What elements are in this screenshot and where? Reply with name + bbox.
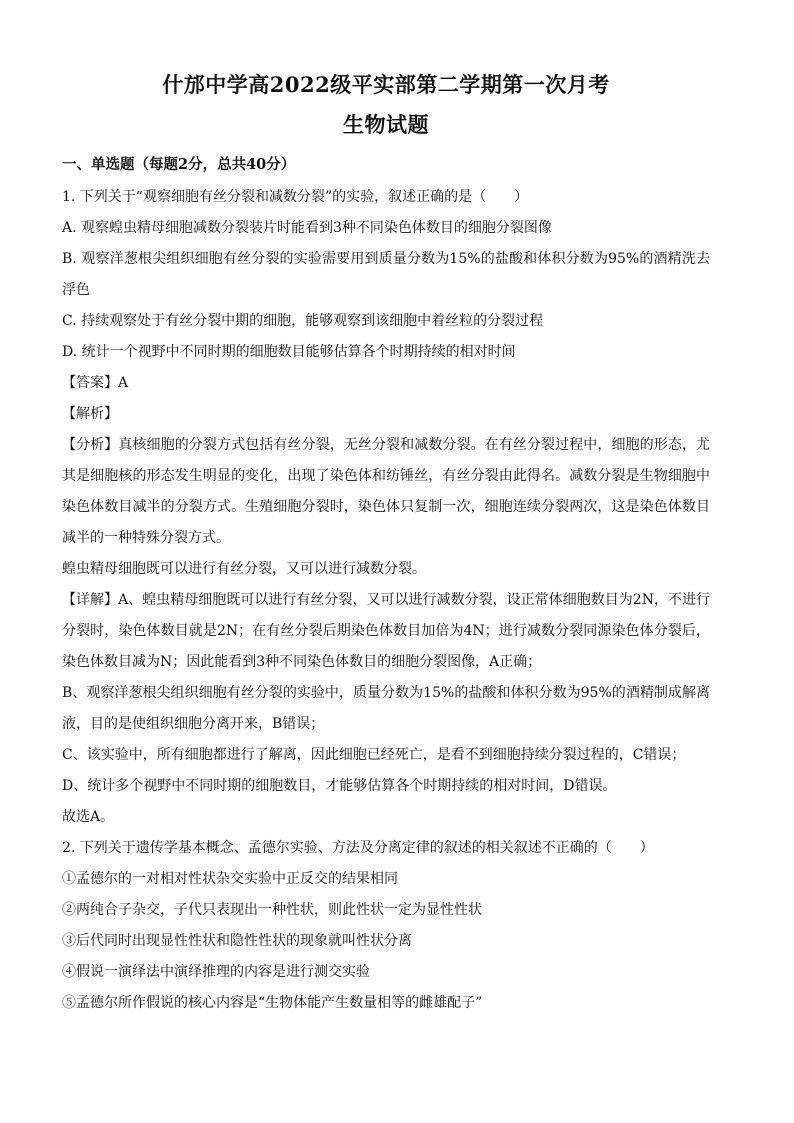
answer-line xyxy=(62,368,710,399)
question-2-item-2: ②两纯合子杂交，子代只表现出一种性状，则此性状一定为显性性状 xyxy=(62,902,482,918)
detail-paragraph-a xyxy=(62,585,710,678)
question-2-stem: 2. 下列关于遗传学基本概念、孟德尔实验、方法及分离定律的叙述的相关叙述不正确的（ ） xyxy=(62,840,654,856)
xiangjie-text: A、蝗虫精母细胞既可以进行有丝分裂，又可以进行减数分裂，设正常体细胞数目为2N，不进行分裂时，染色体数目就是2N；在有丝分裂后期染色体数目加倍为4N；进行减数分裂同源染色体分裂后，染色体数目减为N；因此能看到3种不同染色体数目的细胞分裂图像，A正确； xyxy=(62,592,711,670)
question-2-item-1: ①孟德尔的一对相对性状杂交实验中正反交的结果相同 xyxy=(62,871,398,887)
fenxi-label: 【分析】 xyxy=(62,437,119,453)
question-1-option-d: D. 统计一个视野中不同时期的细胞数目能够估算各个时期持续的相对时间 xyxy=(62,344,516,360)
analysis-paragraph xyxy=(62,430,710,554)
detail-paragraph-c: C、该实验中，所有细胞都进行了解离，因此细胞已经死亡，是看不到细胞持续分裂过程的，C错误； xyxy=(62,747,686,763)
detail-paragraph-b: B、观察洋葱根尖组织细胞有丝分裂的实验中，质量分数为15%的盐酸和体积分数为95%的酒精制成解离液，目的是使组织细胞分离开来，B错误； xyxy=(62,685,710,732)
question-1-option-a: A. 观察蝗虫精母细胞减数分裂装片时能看到3种不同染色体数目的细胞分裂图像 xyxy=(62,220,552,236)
analysis-note: 蝗虫精母细胞既可以进行有丝分裂，又可以进行减数分裂。 xyxy=(62,561,426,577)
page-subtitle: 生物试题 xyxy=(343,112,429,137)
question-2-item-5: ⑤孟德尔所作假说的核心内容是“生物体能产生数量相等的雌雄配子” xyxy=(62,995,483,1011)
section-heading: 一、单选题（每题2分，总共40分） xyxy=(62,156,296,173)
answer-label: 【答案】 xyxy=(62,375,118,391)
conclusion: 故选A。 xyxy=(62,809,115,825)
analysis-label: 【解析】 xyxy=(62,406,118,422)
fenxi-text: 真核细胞的分裂方式包括有丝分裂，无丝分裂和减数分裂。在有丝分裂过程中，细胞的形态，尤其是细胞核的形态发生明显的变化，出现了染色体和纺锤丝，有丝分裂由此得名。减数分裂是生物细胞中染色体数目减半的分裂方式。生殖细胞分裂时，染色体只复制一次，细胞连续分裂两次，这是染色体数目减半的一种特殊分裂方式。 xyxy=(62,437,711,546)
question-1-stem: 1. 下列关于“观察细胞有丝分裂和减数分裂”的实验，叙述正确的是（ ） xyxy=(62,189,529,205)
question-1-option-b: B. 观察洋葱根尖组织细胞有丝分裂的实验需要用到质量分数为15%的盐酸和体积分数为95%的酒精洗去浮色 xyxy=(62,251,710,298)
page-title: 什邡中学高2022级平实部第二学期第一次月考 xyxy=(162,72,610,97)
question-2-item-4: ④假说一演绎法中演绎推理的内容是进行测交实验 xyxy=(62,964,370,980)
detail-paragraph-d: D、统计多个视野中不同时期的细胞数目，才能够估算各个时期持续的相对时间，D错误。 xyxy=(62,778,617,794)
question-2-item-3: ③后代同时出现显性性状和隐性性状的现象就叫性状分离 xyxy=(62,933,412,949)
answer-value: A xyxy=(118,375,129,391)
xiangjie-label: 【详解】 xyxy=(62,592,119,608)
question-1-option-c: C. 持续观察处于有丝分裂中期的细胞，能够观察到该细胞中着丝粒的分裂过程 xyxy=(62,313,544,329)
